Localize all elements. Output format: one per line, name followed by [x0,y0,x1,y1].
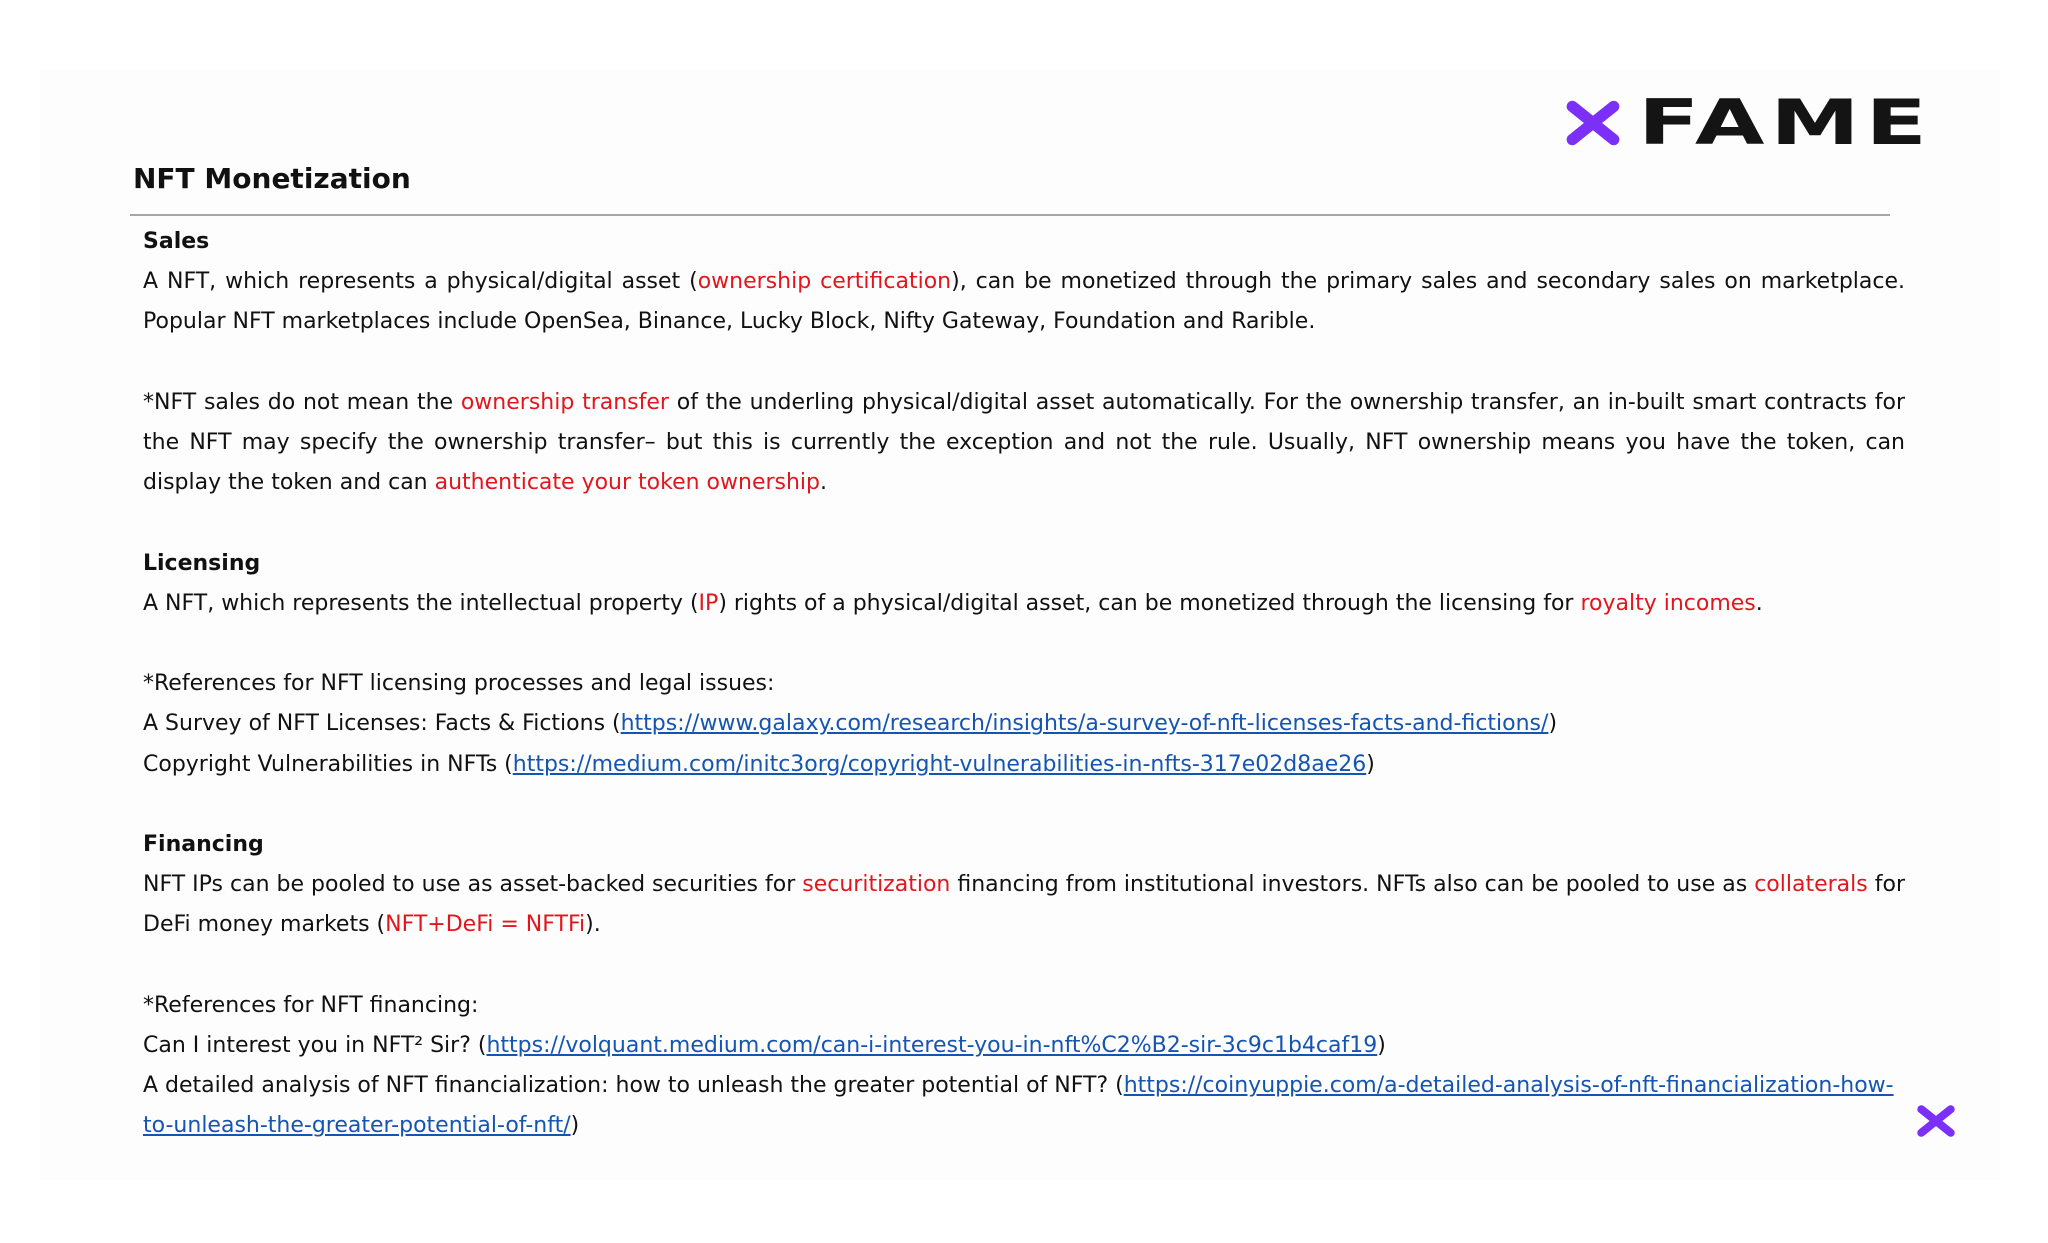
sales-paragraph [143,262,1905,342]
sales-note-paragraph [143,383,1905,504]
highlight-securitization: securitization [802,872,951,898]
ref-paren: ) [1548,711,1558,737]
licensing-ref-2 [143,745,1905,785]
ref-title: Copyright Vulnerabilities in NFTs ( [143,751,513,777]
financing-ref-1 [143,1026,1905,1066]
highlight-ownership-transfer: ownership transfer [460,389,669,415]
financing-text: financing from institutional investors. NFTs also can be pooled to use as [950,872,1755,898]
sales-note-text: . [820,470,828,496]
ref-title: A Survey of NFT Licenses: Facts & Fictions ( [143,711,621,737]
financing-text: ). [585,912,601,938]
sales-note-text: *NFT sales do not mean the [143,389,461,415]
sales-text: A NFT, which represents a physical/digital asset ( [143,269,698,295]
fame-logo [1562,86,1933,159]
slide-content [143,222,1905,1147]
licensing-text: ) rights of a physical/digital asset, can be monetized through the licensing for [718,590,1581,616]
financing-ref-2 [143,1066,1905,1146]
financing-text: NFT IPs can be pooled to use as asset-backed securities for [143,872,803,898]
ref-paren: ) [570,1113,580,1139]
highlight-ip: IP [698,590,719,616]
licensing-paragraph [143,584,1905,624]
sales-text: ), can be monetized through the primary sales and secondary sales on marketplace. Popular NFT marketplaces include OpenSea, Binance, Lucky Block, Nifty Gateway, Foundation and Rarible. [143,269,1905,335]
coinyuppie-analysis-link[interactable]: https://coinyuppie.com/a-detailed-analysis-of-nft-financialization-how-to-unleash-the-greater-potential-of-nft/ [143,1073,1894,1139]
financing-text: for DeFi money markets ( [143,872,1905,938]
financing-heading: Financing [143,831,264,857]
sales-note-text: of the underling physical/digital asset automatically. For the ownership transfer, an in-built smart contracts for the NFT may specify the ownership transfer– but this is currently the exception and not the rule. Usually, NFT ownership means you have the token, can display the token and can [143,389,1906,496]
highlight-authenticate-ownership: authenticate your token ownership [434,470,821,496]
financing-refs-intro: *References for NFT financing: [143,992,479,1018]
fame-x-icon [1562,97,1624,149]
fame-x-small-icon [1914,1101,1958,1141]
page-title: NFT Monetization [133,162,411,195]
ref-title: A detailed analysis of NFT financialization: how to unleash the greater potential of NFT? ( [143,1073,1124,1099]
highlight-ownership-certification: ownership certification [697,269,952,295]
ref-title: Can I interest you in NFT² Sir? ( [143,1032,487,1058]
medium-copyright-link[interactable]: https://medium.com/initc3org/copyright-vulnerabilities-in-nfts-317e02d8ae26 [512,751,1367,777]
licensing-text: A NFT, which represents the intellectual property ( [143,590,699,616]
galaxy-license-survey-link[interactable]: https://www.galaxy.com/research/insights/a-survey-of-nft-licenses-facts-and-fictions/ [620,711,1549,737]
highlight-royalty-incomes: royalty incomes [1580,590,1756,616]
licensing-text: . [1755,590,1763,616]
volquant-nft-link[interactable]: https://volquant.medium.com/can-i-interest-you-in-nft%C2%B2-sir-3c9c1b4caf19 [486,1032,1378,1058]
logo-wordmark: FAME [1638,86,1933,159]
fame-corner-mark [1914,1101,1958,1145]
licensing-ref-1 [143,704,1905,744]
licensing-refs-intro: *References for NFT licensing processes and legal issues: [143,671,775,697]
licensing-heading: Licensing [143,550,261,576]
sales-heading: Sales [143,229,210,254]
ref-paren: ) [1366,751,1375,777]
title-divider [130,214,1890,216]
highlight-collaterals: collaterals [1754,872,1868,898]
ref-paren: ) [1377,1032,1386,1058]
highlight-nftfi: NFT+DeFi = NFTFi [385,912,586,938]
financing-paragraph [143,865,1905,945]
